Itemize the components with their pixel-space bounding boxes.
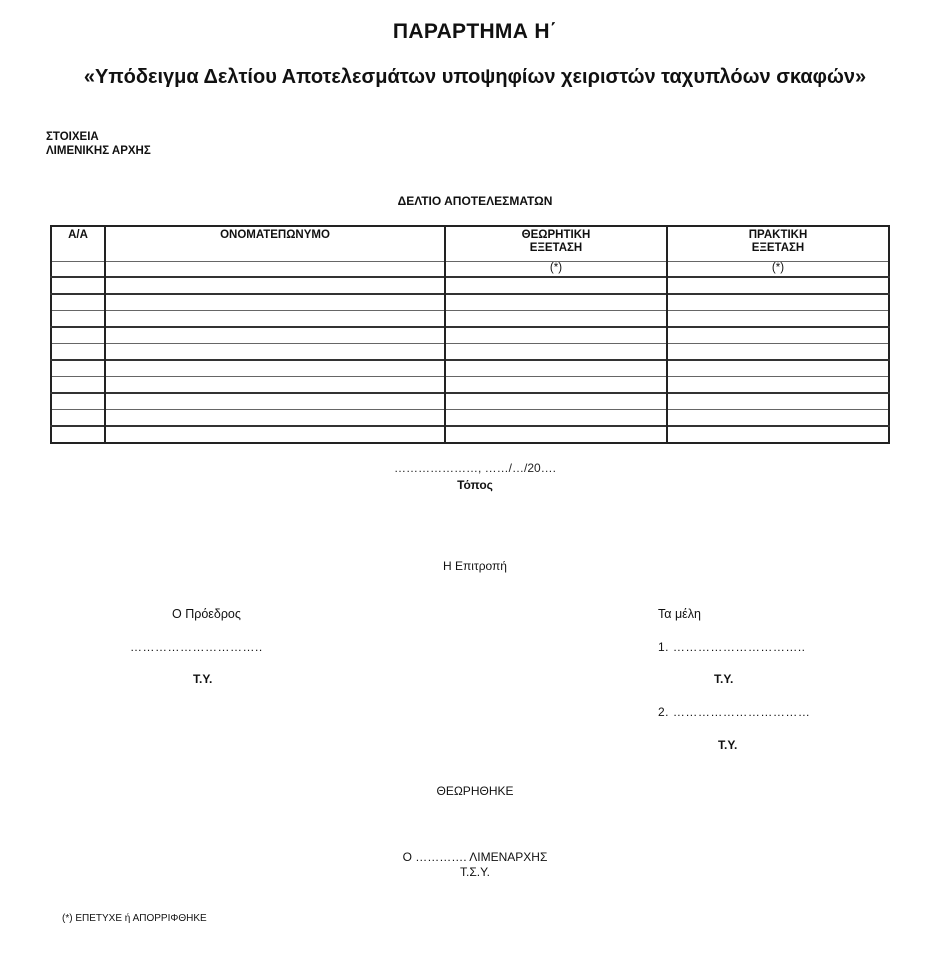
table-cell: [445, 294, 667, 311]
practical-marker: (*): [667, 262, 889, 278]
table-cell: [445, 410, 667, 427]
column-header-number: Α/Α: [51, 226, 105, 262]
table-row: [51, 277, 889, 294]
table-cell: [445, 360, 667, 377]
committee-title: Η Επιτροπή: [443, 559, 507, 573]
theory-header-line-1: ΘΕΩΡΗΤΙΚΗ: [521, 229, 591, 241]
table-row: [51, 360, 889, 377]
table-cell: [667, 327, 889, 344]
results-table: [50, 225, 890, 444]
table-cell: [667, 344, 889, 361]
table-cell: [51, 311, 105, 328]
table-cell: [105, 262, 445, 278]
table-cell: [445, 393, 667, 410]
table-cell: [51, 393, 105, 410]
authority-line-1: ΣΤΟΙΧΕΙΑ: [46, 131, 99, 143]
table-cell: [51, 294, 105, 311]
table-cell: [445, 344, 667, 361]
table-cell: [105, 311, 445, 328]
table-cell: [105, 360, 445, 377]
table-row: [51, 327, 889, 344]
table-cell: [51, 360, 105, 377]
document-subtitle: «Υπόδειγμα Δελτίου Αποτελεσμάτων υποψηφίων χειριστών ταχυπλόων σκαφών»: [83, 66, 867, 88]
table-cell: [105, 294, 445, 311]
place-date-line: …………………, ……/…/20….: [393, 461, 557, 475]
member-2-signature-line: 2. ……………………………: [658, 705, 811, 719]
president-signature-line: …………………………..: [130, 640, 263, 654]
president-signature-mark: Τ.Υ.: [193, 672, 213, 686]
table-cell: [51, 410, 105, 427]
table-cell: [105, 410, 445, 427]
table-cell: [105, 377, 445, 394]
place-label: Τόπος: [457, 478, 493, 492]
footnote: (*) ΕΠΕΤΥΧΕ ή ΑΠΟΡΡΙΦΘΗΚΕ: [62, 913, 207, 924]
authority-line-2: ΛΙΜΕΝΙΚΗΣ ΑΡΧΗΣ: [46, 145, 151, 157]
table-cell: [51, 377, 105, 394]
table-cell: [445, 377, 667, 394]
table-cell: [667, 393, 889, 410]
table-cell: [667, 294, 889, 311]
member-1-signature-line: 1. …………………………..: [658, 640, 806, 654]
table-cell: [51, 327, 105, 344]
port-authority-details: [46, 130, 151, 158]
table-cell: [667, 426, 889, 443]
table-row: [51, 344, 889, 361]
member-2-signature-mark: Τ.Υ.: [718, 738, 738, 752]
table-cell: [445, 311, 667, 328]
president-label: Ο Πρόεδρος: [172, 607, 241, 621]
practical-header-line-1: ΠΡΑΚΤΙΚΗ: [748, 229, 808, 241]
member-1-signature-mark: Τ.Υ.: [714, 672, 734, 686]
table-cell: [445, 426, 667, 443]
table-header-row: [51, 226, 889, 262]
table-cell: [445, 327, 667, 344]
table-marker-row: [51, 262, 889, 278]
table-row: [51, 426, 889, 443]
table-cell: [667, 410, 889, 427]
table-row: [51, 410, 889, 427]
table-cell: [51, 344, 105, 361]
table-row: [51, 311, 889, 328]
table-cell: [667, 377, 889, 394]
table-cell: [105, 344, 445, 361]
column-header-practical-exam: [667, 226, 889, 262]
table-row: [51, 393, 889, 410]
table-cell: [445, 277, 667, 294]
practical-header-line-2: ΕΞΕΤΑΣΗ: [751, 242, 805, 254]
theory-marker: (*): [445, 262, 667, 278]
column-header-full-name: ΟΝΟΜΑΤΕΠΩΝΥΜΟ: [105, 226, 445, 262]
annex-title: ΠΑΡΑΡΤΗΜΑ Η΄: [392, 20, 558, 43]
column-header-theory-exam: [445, 226, 667, 262]
approval-label: ΘΕΩΡΗΘΗΚΕ: [436, 784, 514, 798]
harbour-master-line: Ο …………. ΛΙΜΕΝΑΡΧΗΣ: [402, 850, 548, 864]
table-cell: [667, 360, 889, 377]
table-cell: [51, 262, 105, 278]
table-cell: [667, 311, 889, 328]
theory-header-line-2: ΕΞΕΤΑΣΗ: [529, 242, 583, 254]
harbour-master-title: Τ.Σ.Υ.: [460, 865, 490, 879]
table-cell: [105, 327, 445, 344]
table-cell: [105, 277, 445, 294]
table-row: [51, 294, 889, 311]
members-label: Τα μέλη: [658, 607, 701, 621]
table-cell: [51, 426, 105, 443]
table-cell: [105, 393, 445, 410]
table-cell: [667, 277, 889, 294]
table-row: [51, 377, 889, 394]
table-cell: [51, 277, 105, 294]
table-cell: [105, 426, 445, 443]
results-sheet-title: ΔΕΛΤΙΟ ΑΠΟΤΕΛΕΣΜΑΤΩΝ: [397, 194, 553, 208]
